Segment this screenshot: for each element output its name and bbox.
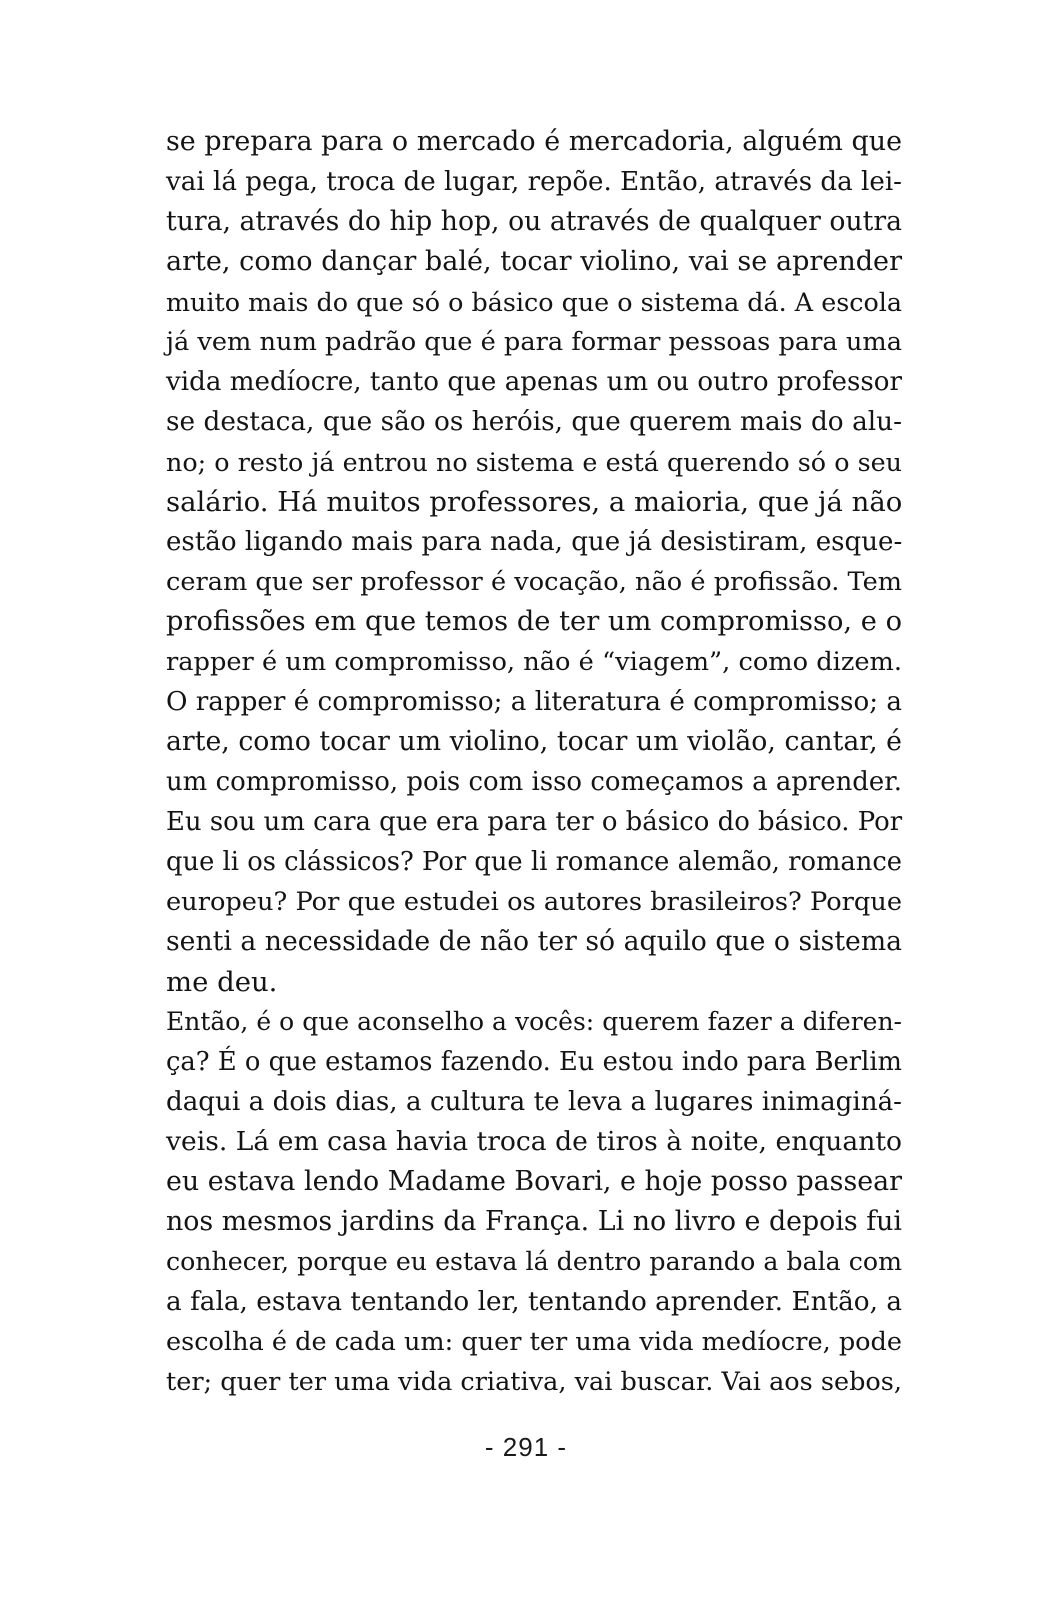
text-line: veis. Lá em casa havia troca de tiros à noite, enquanto <box>166 1126 902 1157</box>
text-line: ça? É o que estamos fazendo. Eu estou indo para Berlim <box>166 1047 902 1077</box>
text-line: conhecer, porque eu estava lá dentro parando a bala com <box>166 1247 902 1276</box>
text-line: um compromisso, pois com isso começamos a aprender. <box>166 767 902 797</box>
body-text <box>166 122 902 1402</box>
text-line: no; o resto já entrou no sistema e está querendo só o seu <box>166 447 902 477</box>
text-line: a fala, estava tentando ler, tentando aprender. Então, a <box>166 1287 902 1317</box>
text-line: Então, é o que aconselho a vocês: querem fazer a diferen- <box>166 1007 902 1036</box>
text-line: ceram que ser professor é vocação, não é profissão. Tem <box>166 567 902 597</box>
text-line: que li os clássicos? Por que li romance alemão, romance <box>166 847 902 877</box>
text-line: vai lá pega, troca de lugar, repõe. Então, através da lei- <box>166 167 902 197</box>
text-line: estão ligando mais para nada, que já desistiram, esque- <box>166 527 903 557</box>
text-line: salário. Há muitos professores, a maioria, que já não <box>166 486 903 518</box>
text-line: arte, como dançar balé, tocar violino, vai se aprender <box>166 246 902 277</box>
text-line: senti a necessidade de não ter só aquilo que o sistema <box>166 926 902 957</box>
text-line: rapper é um compromisso, não é “viagem”, como dizem. <box>166 647 902 677</box>
text-line: nos mesmos jardins da França. Li no livro e depois fui <box>166 1206 902 1237</box>
text-line: escolha é de cada um: quer ter uma vida medíocre, pode <box>166 1327 903 1357</box>
text-line: europeu? Por que estudei os autores brasileiros? Porque <box>166 887 902 917</box>
text-line: vida medíocre, tanto que apenas um ou outro professor <box>166 367 902 397</box>
text-line: daqui a dois dias, a cultura te leva a lugares inimaginá- <box>166 1087 902 1117</box>
text-line: profissões em que temos de ter um compromisso, e o <box>166 606 902 637</box>
text-line: se destaca, que são os heróis, que querem mais do alu- <box>166 407 902 437</box>
text-line: muito mais do que só o básico que o sistema dá. A escola <box>166 287 902 317</box>
text-line: tura, através do hip hop, ou através de qualquer outra <box>166 206 902 237</box>
text-line: arte, como tocar um violino, tocar um violão, cantar, é <box>166 726 902 757</box>
text-line: ter; quer ter uma vida criativa, vai buscar. Vai aos sebos, <box>166 1367 902 1397</box>
text-line: me deu. <box>166 966 278 998</box>
text-line: se prepara para o mercado é mercadoria, alguém que <box>166 126 902 157</box>
page-number: - 291 - <box>484 1432 568 1462</box>
text-line: eu estava lendo Madame Bovari, e hoje posso passear <box>166 1166 902 1197</box>
text-line: Eu sou um cara que era para ter o básico do básico. Por <box>166 807 903 837</box>
text-line: já vem num padrão que é para formar pessoas para uma <box>166 327 902 357</box>
text-line: O rapper é compromisso; a literatura é compromisso; a <box>166 687 902 717</box>
